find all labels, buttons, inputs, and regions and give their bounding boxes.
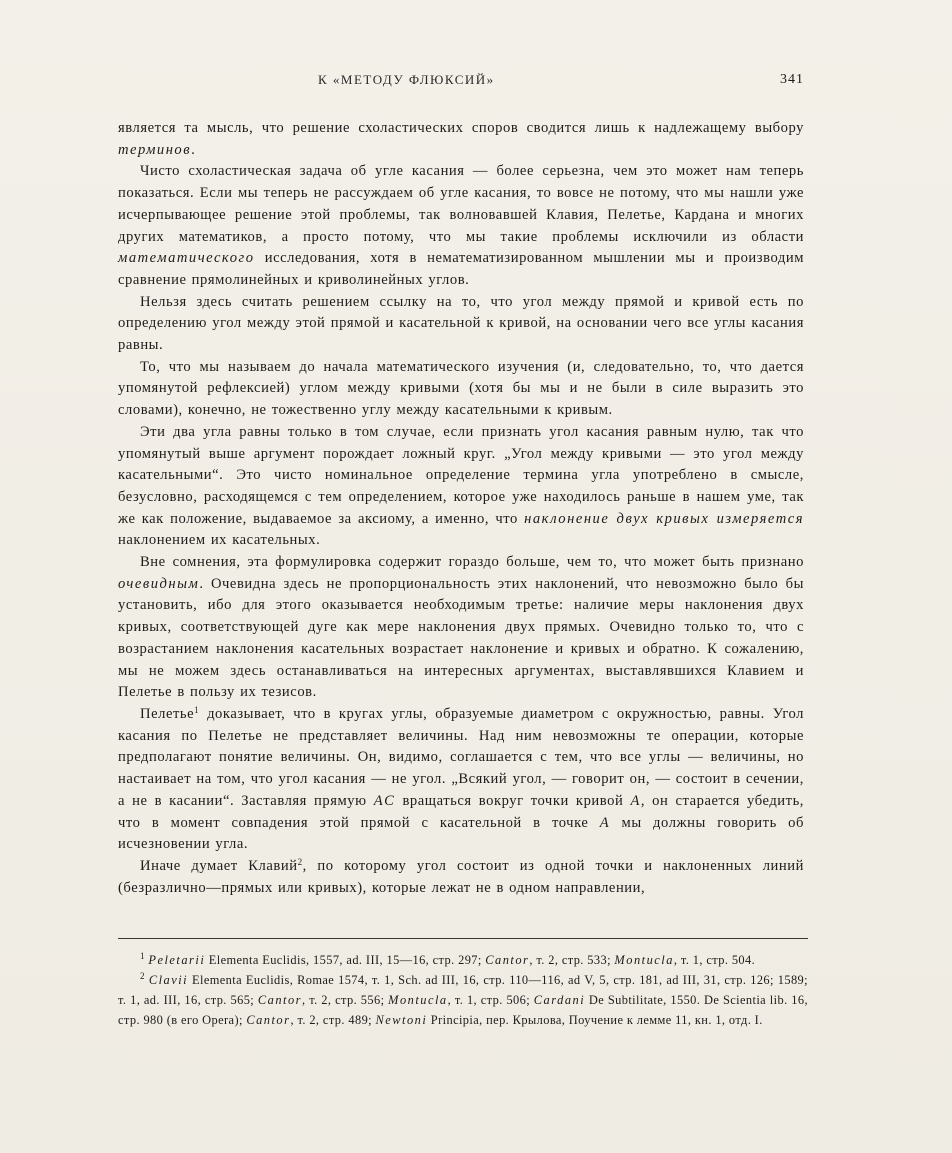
footnote-marker: 2 [140, 971, 145, 981]
text-run: Эти два угла равны только в том случае, если признать угол касания равным нулю, так что упомянутый выше аргумент порождает ложный круг. „Угол между кривыми — это угол между касательными“. Это чисто номинальное определение термина угла употреблено в смысле, безусловно, расходящемся с тем определением, которое уже находилось раньше в нашем уме, так же как положение, выдаваемое за аксиому, а именно, что [118, 423, 804, 527]
page-header [118, 72, 804, 92]
text-run: Вне сомнения, эта формулировка содержит гораздо больше, чем то, что может быть признано [140, 554, 804, 571]
paragraph [118, 357, 804, 422]
italic-text: Cantor [257, 993, 302, 1007]
text-run: мы должны говорить об исчезновении угла. [118, 814, 804, 853]
paragraph [118, 422, 804, 552]
text-run: , т. 1, стр. 506; [447, 993, 534, 1007]
footnote [118, 970, 808, 1030]
paragraph [118, 552, 804, 704]
footnote [118, 950, 808, 970]
text-run: наклонением их касательных. [118, 532, 321, 549]
italic-text: Montucla [614, 953, 674, 967]
text-run: . [191, 141, 196, 158]
italic-text: A [630, 792, 641, 809]
paragraph [118, 292, 804, 357]
text-run: То, что мы называем до начала математического изучения (и, следовательно, то, что дается упомянутой рефлексией) углом между кривыми (хотя бы мы и не были в силе выразить это словами), конечно, не тожественно углу между касательными к кривым. [118, 358, 804, 419]
italic-text: A [599, 814, 611, 831]
running-head: К «МЕТОДУ ФЛЮКСИЙ» [318, 72, 495, 87]
text-run: Нельзя здесь считать решением ссылку на то, что угол между прямой и кривой есть по определению угол между этой прямой и касательной к кривой, на основании чего все углы касания равны. [118, 293, 804, 354]
italic-text: AC [373, 792, 396, 809]
italic-text: Montucla [388, 993, 448, 1007]
text-run: Иначе думает Клавий [140, 857, 298, 874]
text-run: Пелетье [140, 705, 195, 722]
text-run: Principia, пер. Крылова, Поучение к лемме 11, кн. 1, отд. I. [427, 1013, 763, 1027]
paragraph [118, 118, 804, 161]
footnote-marker: 1 [194, 704, 200, 715]
italic-text: Newtoni [375, 1013, 428, 1027]
text-run: , т. 1, стр. 504. [673, 953, 756, 967]
footnote-separator [118, 938, 808, 939]
italic-text: Cantor [485, 953, 530, 967]
text-run: является та мысль, что решение схоластических споров сводится лишь к надлежащему выбору [118, 120, 804, 136]
main-text [118, 118, 804, 899]
paragraph [118, 161, 804, 291]
footnote-marker: 1 [140, 951, 145, 961]
text-run: , т. 2, стр. 489; [290, 1013, 376, 1027]
text-run: , т. 2, стр. 533; [529, 953, 615, 967]
text-run: исследования, хотя в нематематизированном мышлении мы и производим сравнение прямолинейных и криволинейных углов. [118, 250, 804, 288]
italic-text: наклонение двух кривых измеряется [524, 510, 804, 527]
footnotes [118, 950, 808, 1030]
paragraph [118, 704, 804, 856]
italic-text: математического [118, 250, 255, 267]
paragraph [118, 856, 804, 899]
italic-text: терминов [118, 141, 192, 158]
italic-text: Clavii [148, 973, 189, 987]
italic-text: Cardani [533, 993, 586, 1007]
text-run: Elementa Euclidis, Romae 1574, т. 1, Sch. ad III, 16, стр. 110—116, ad V, 5, стр. 181, ad III, 31, стр. 126; 1589; т. 1, ad. III, 16, стр. 565; [118, 973, 808, 1007]
text-run: , по которому угол состоит из одной точки и наклоненных линий (безразлично—прямых или кривых), которые лежат не в одном направлении, [118, 857, 804, 896]
italic-text: Peletarii [148, 953, 206, 967]
italic-text: Cantor [246, 1013, 291, 1027]
text-run: De Subtilitate, 1550. De Scientia lib. 16, стр. 980 (в его Opera); [118, 993, 808, 1027]
page-number: 341 [780, 72, 804, 87]
text-run: вращаться вокруг точки кривой [395, 792, 631, 809]
text-run: Elementa Euclidis, 1557, ad. III, 15—16, стр. 297; [205, 953, 486, 967]
text-run: , он старается убедить, что в момент совпадения этой прямой с касательной в точке [118, 792, 804, 831]
text-run: Чисто схоластическая задача об угле касания — более серьезна, чем это может нам теперь показаться. Если мы теперь не рассуждаем об угле касания, то вовсе не потому, что мы нашли уже исчерпывающее решение этой проблемы, так волновавшей Клавия, Пелетье, Кардана и многих других математиков, а просто потому, что мы такие проблемы исключили из области [118, 163, 804, 245]
text-run: . Очевидна здесь не пропорциональность этих наклонений, что невозможно было бы установить, ибо для этого оказывается необходимым третье: наличие меры наклонения двух кривых, соответствующей дуге как мере наклонения двух прямых. Очевидно только то, что с возрастанием наклонения касательных возрастает наклонение и кривых и обратно. К сожалению, мы не можем здесь останавливаться на интересных аргументах, выставлявшихся Клавием и Пелетье в пользу их тезисов. [118, 575, 804, 701]
text-run: доказывает, что в кругах углы, образуемые диаметром с окружностью, равны. Угол касания по Пелетье не представляет величины. Над ним невозможны те операции, которые предполагают понятие величины. Он, видимо, соглашается с тем, что все углы — величины, но настаивает на том, что угол касания — не угол. „Всякий угол, — говорит он, — состоит в сечении, а не в касании“. Заставляя прямую [118, 705, 804, 809]
italic-text: очевидным [118, 575, 200, 592]
text-run: , т. 2, стр. 556; [301, 993, 389, 1007]
footnote-marker: 2 [297, 856, 303, 867]
